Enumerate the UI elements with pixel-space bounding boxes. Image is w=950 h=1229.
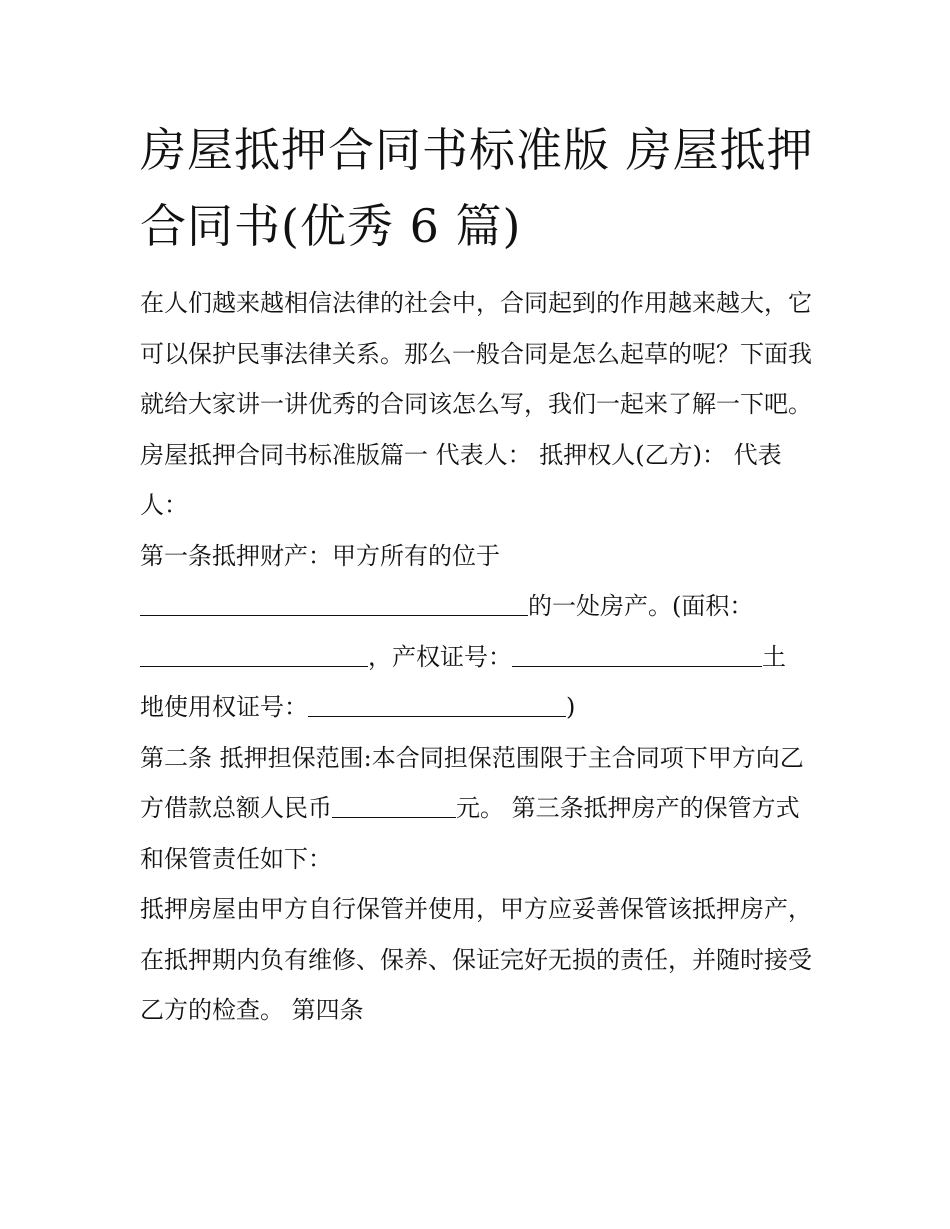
area-blank [140,636,368,667]
article-1-land-char: 土 [762,642,786,671]
document-body [140,278,820,1036]
article-1-lead: 第一条抵押财产：甲方所有的位于 [140,541,500,570]
article-2-text-before: 第二条 抵押担保范围:本合同担保范围限于主合同项下甲方向乙方借款总额人民币 [140,743,804,822]
article-1-cert-label: ，产权证号： [368,642,512,671]
document-title: 房屋抵押合同书标准版 房屋抵押合同书(优秀 6 篇) [140,123,814,253]
article-1-after-location: 的一处房产。(面积： [528,592,754,620]
land-use-cert-blank [308,686,566,717]
property-cert-blank [512,636,762,667]
intro-paragraph: 在人们越来越相信法律的社会中，合同起到的作用越来越大，它可以保护民事法律关系。那么一般合同是怎么起草的呢？下面我就给大家讲一讲优秀的合同该怎么写，我们一起来了解一下吧。 [140,289,812,418]
article-1 [140,531,820,733]
article-2-text-after: 元。 第三条抵押房产的保管方式和保管责任如下： [140,794,800,873]
loan-amount-blank [332,787,456,818]
article-2 [140,733,820,885]
article-3-detail: 抵押房屋由甲方自行保管并使用，甲方应妥善保管该抵押房产，在抵押期内负有维修、保养、保证完好无损的责任，并随时接受乙方的检查。 第四条 [140,895,812,1024]
section-heading: 房屋抵押合同书标准版篇一 代表人： 抵押权人(乙方)： 代表人： [140,440,782,519]
land-use-cert-label: 地使用权证号： [140,693,308,721]
article-1-close: ) [566,693,576,721]
location-blank [140,585,528,616]
